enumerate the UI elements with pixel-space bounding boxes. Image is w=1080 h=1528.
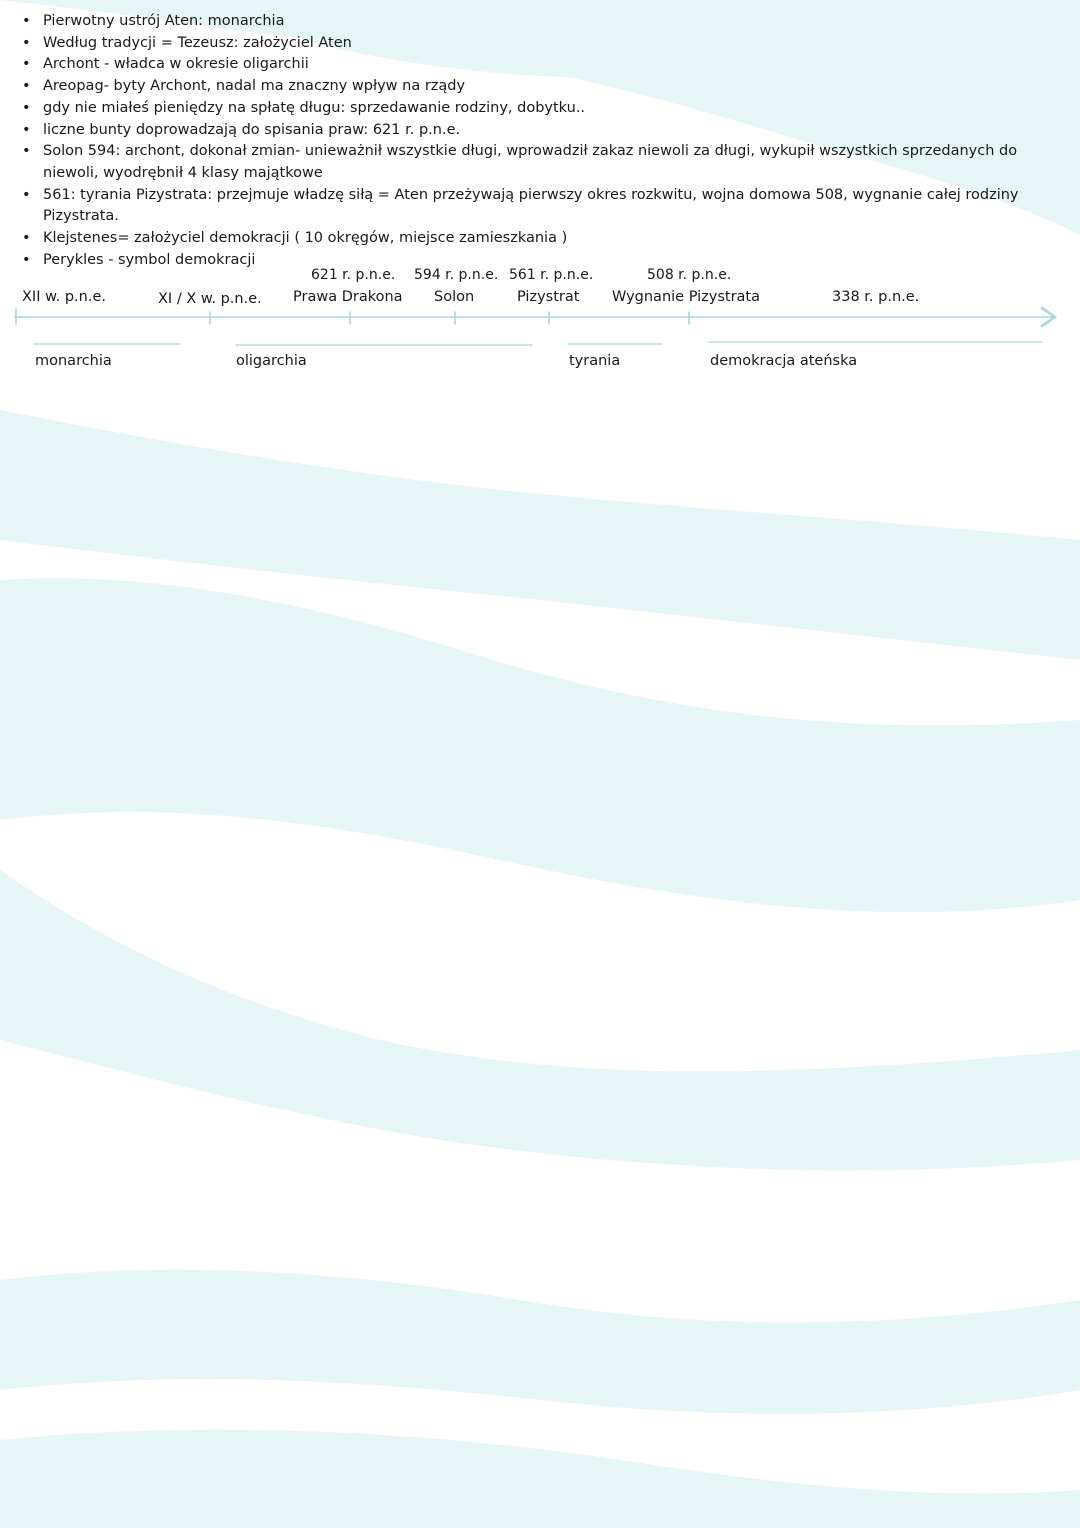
note-item xyxy=(20,33,1030,55)
note-text: Areopag- byty Archont, nadal ma znaczny wpływ na rządy xyxy=(43,78,466,95)
note-item xyxy=(20,54,1030,76)
timeline-start-label: XII w. p.n.e. xyxy=(22,289,106,305)
period-label-oligarchia: oligarchia xyxy=(236,353,307,369)
note-text: Pierwotny ustrój Aten: monarchia xyxy=(43,13,285,29)
period-label-monarchia: monarchia xyxy=(35,353,112,369)
event-name-solon: Solon xyxy=(434,289,475,305)
note-item xyxy=(20,120,1030,142)
event-name-wygnanie: Wygnanie Pizystrata xyxy=(612,289,760,305)
event-date-drakon: 621 r. p.n.e. xyxy=(311,267,396,283)
note-text: Solon 594: archont, dokonał zmian- unieważnił wszystkie długi, wprowadził zakaz niewoli za długi, wykupił wszystkich sprzedanych do niewoli, wyodrębnił 4 klasy majątkowe xyxy=(43,143,1018,181)
bullet-icon: • xyxy=(22,121,31,138)
event-date-solon: 594 r. p.n.e. xyxy=(414,267,499,283)
note-text: liczne bunty doprowadzają do spisania praw: 621 r. p.n.e. xyxy=(43,121,461,138)
bullet-icon: • xyxy=(22,78,31,95)
timeline-axis xyxy=(0,300,1080,360)
notes-list xyxy=(20,11,1030,271)
bullet-icon: • xyxy=(22,56,31,73)
note-text: Według tradycji = Tezeusz: założyciel Aten xyxy=(43,34,352,51)
bullet-icon: • xyxy=(22,230,31,247)
note-text: Archont - władca w okresie oligarchii xyxy=(43,56,309,73)
note-item xyxy=(20,141,1030,184)
note-item xyxy=(20,11,1030,33)
period-label-tyrania: tyrania xyxy=(569,353,621,369)
event-name-drakon: Prawa Drakona xyxy=(293,289,403,305)
timeline-oligarchy-label: XI / X w. p.n.e. xyxy=(158,291,262,307)
bullet-icon: • xyxy=(22,251,31,268)
event-name-pizystrat: Pizystrat xyxy=(517,289,580,305)
period-label-demokracja: demokracja ateńska xyxy=(710,353,858,369)
bullet-icon: • xyxy=(22,99,31,116)
event-date-wygnanie: 508 r. p.n.e. xyxy=(647,267,732,283)
bullet-icon: • xyxy=(22,13,31,29)
bullet-icon: • xyxy=(22,143,31,160)
note-text: Perykles - symbol demokracji xyxy=(43,251,256,268)
bullet-icon: • xyxy=(22,186,31,203)
timeline-end-label: 338 r. p.n.e. xyxy=(832,289,920,305)
bullet-icon: • xyxy=(22,34,31,51)
note-text: gdy nie miałeś pieniędzy na spłatę długu: sprzedawanie rodziny, dobytku.. xyxy=(43,99,586,116)
note-text: 561: tyrania Pizystrata: przejmuje władzę siłą = Aten przeżywają pierwszy okres rozkwitu, wojna domowa 508, wygnanie całej rodziny Pizystrata. xyxy=(43,186,1019,225)
event-date-pizystrat: 561 r. p.n.e. xyxy=(509,267,594,283)
note-item xyxy=(20,228,1030,250)
note-text: Klejstenes= założyciel demokracji ( 10 okręgów, miejsce zamieszkania ) xyxy=(43,230,568,247)
note-item xyxy=(20,98,1030,120)
note-item xyxy=(20,185,1030,228)
note-item xyxy=(20,76,1030,98)
